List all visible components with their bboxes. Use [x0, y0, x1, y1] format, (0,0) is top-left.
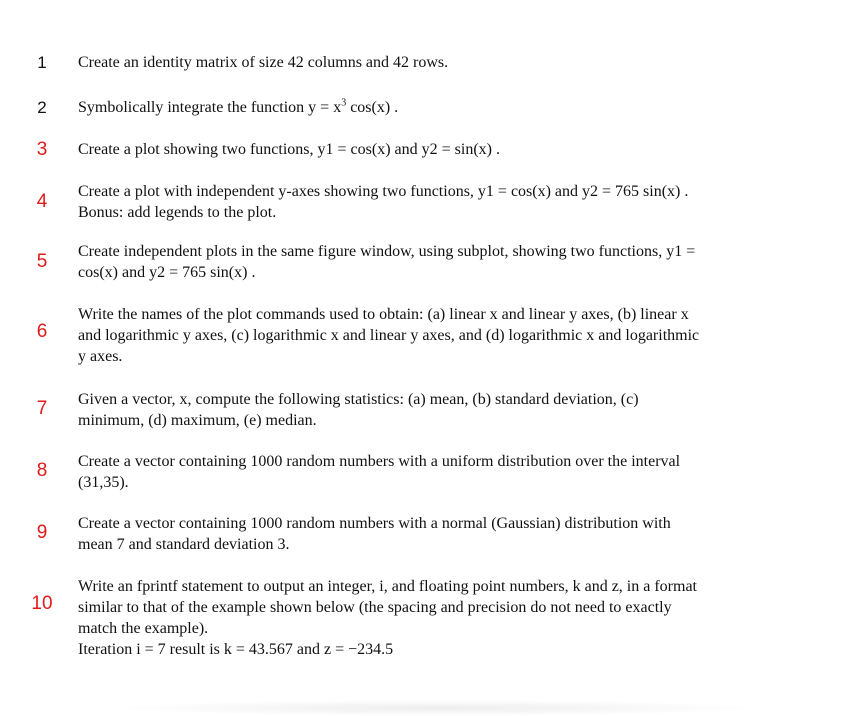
question-text: Create a vector containing 1000 random numbers with a uniform distribution over the interval (31,35). [78, 453, 681, 491]
question-text: Create a vector containing 1000 random numbers with a normal (Gaussian) distribution with mean 7 and standard deviation 3. [78, 515, 671, 553]
question-number: 4 [36, 191, 48, 212]
question-number: 3 [36, 139, 48, 160]
question-text: Write the names of the plot commands used to obtain: (a) linear x and linear y axes, (b) linear x and logarithmic y axes, (c) logarithmic x and linear y axes, and (d) logarithmic x and logarithmic y axes. [78, 306, 700, 365]
question-number: 2 [37, 98, 47, 117]
question-number: 6 [36, 321, 48, 342]
question-number: 8 [36, 460, 48, 481]
question-text-part: cos(x) . [346, 99, 399, 116]
question-number: 10 [31, 593, 53, 614]
question-text: Create independent plots in the same figure window, using subplot, showing two functions, y1 = cos(x) and y2 = 765 sin(x) . [78, 243, 696, 281]
question-text: Create a plot showing two functions, y1 = cos(x) and y2 = sin(x) . [78, 141, 500, 158]
question-text: Create a plot with independent y-axes showing two functions, y1 = cos(x) and y2 = 765 sin(x) . Bonus: add legends to the plot. [78, 183, 689, 221]
question-text: Write an fprintf statement to output an integer, i, and floating point numbers, k and z, in a format similar to that of the example shown below (the spacing and precision do not need to exactly match the example). Iteration i = 7 result is k = 43.567 and z = −234.5 [78, 578, 697, 658]
exponent: 3 [341, 97, 347, 109]
question-text: Given a vector, x, compute the following statistics: (a) mean, (b) standard deviation, (c) minimum, (d) maximum, (e) median. [78, 391, 639, 429]
question-number: 5 [36, 251, 48, 272]
question-text [78, 97, 798, 118]
question-number: 1 [37, 53, 47, 72]
question-number: 7 [36, 398, 48, 419]
question-text: Create an identity matrix of size 42 columns and 42 rows. [78, 54, 449, 71]
question-text-part: Symbolically integrate the function y = x [78, 99, 342, 116]
question-number: 9 [36, 522, 48, 543]
page-edge-shadow [110, 700, 764, 716]
